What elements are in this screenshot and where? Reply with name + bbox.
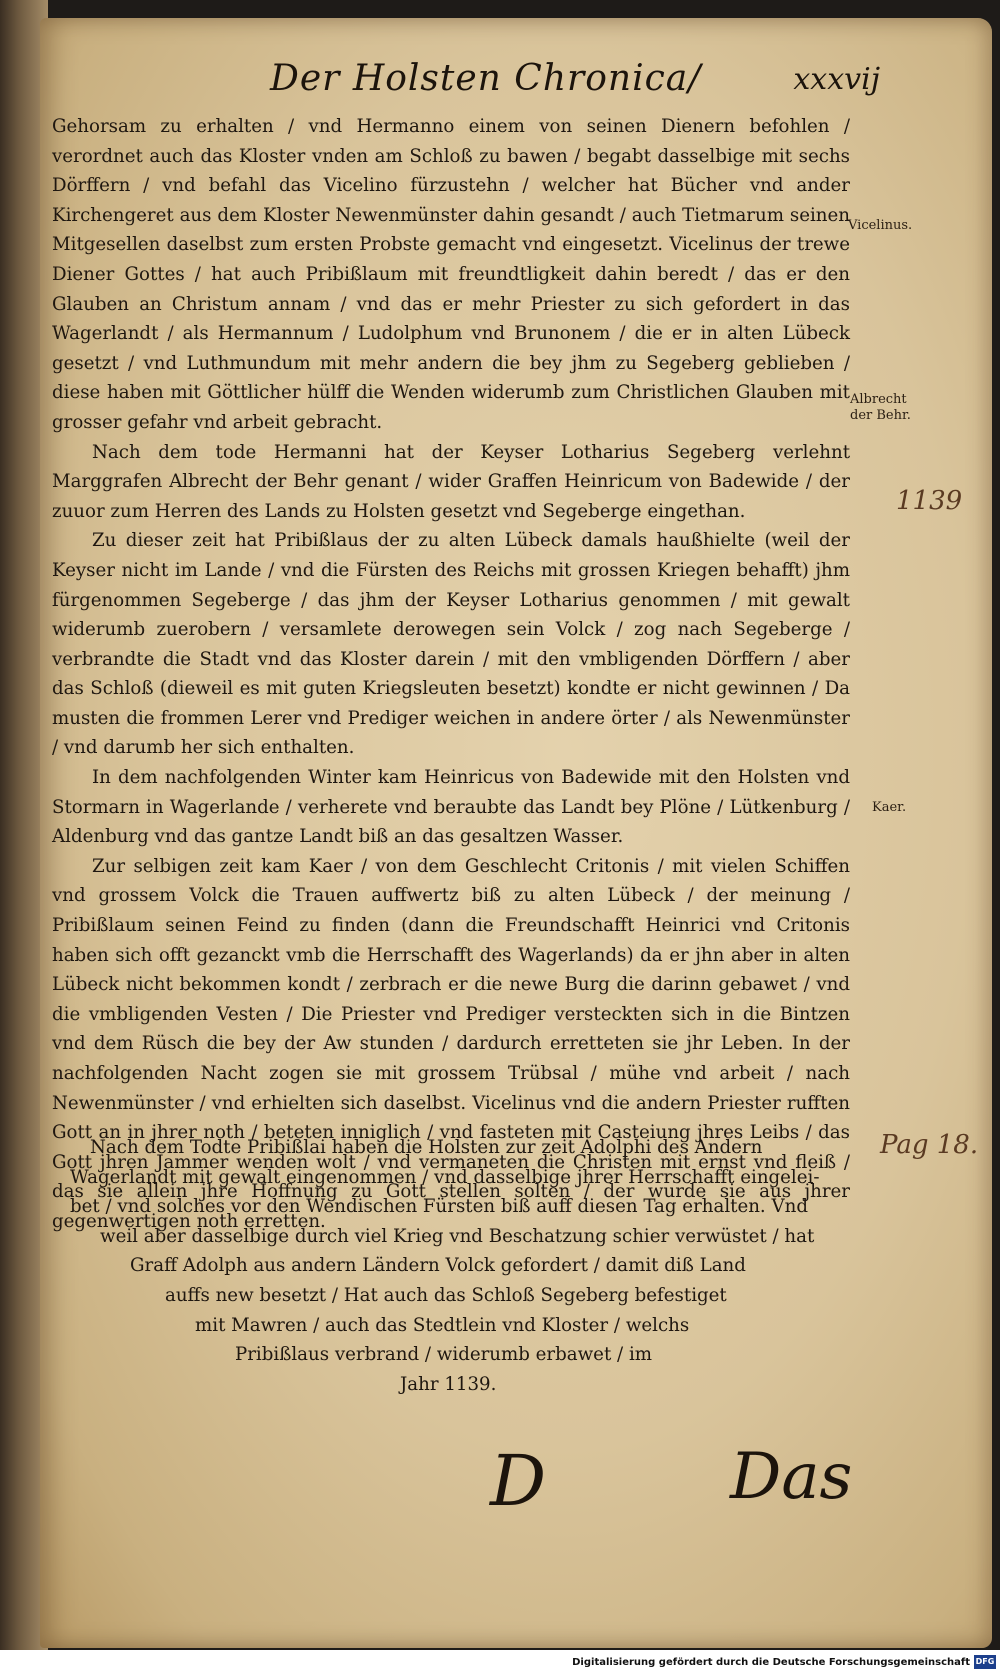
- margin-note-vicelinus: Vicelinus.: [848, 218, 913, 233]
- paragraph-5: Zur selbigen zeit kam Kaer / von dem Geschlecht Critonis / mit vielen Schiffen vnd grossem Volck die Trauen auffwertz biß zu alten Lübeck / der meinung / Pribißlaum seinen Feind zu finden (dann die Freundschafft Heinrici vnd Critonis haben sich offt gezanckt vmb die Herrschafft des Wagerlands) da er jhn aber in alten Lübeck nicht bekommen kondt / zerbrach er die newe Burg die darinn gebawet / vnd die vmbligenden Vesten / Die Priester vnd Prediger versteckten sich in die Bintzen vnd dem Rüsch die bey der Aw stunden / dardurch erretteten sie jhr Leben. In der nachfolgenden Nacht zogen sie mit grossem Trübsal / mühe vnd arbeit / nach Newenmünster / vnd erhielten sich daselbst. Vicelinus vnd die andern Priester rufften Gott an in jhrer noth / beteten inniglich / vnd fasteten mit Casteiung jhres Leibs / das Gott jhren Jammer wenden wolt / vnd vermaneten die Christen mit ernst vnd fleiß / das sie allein jhre Hoffnung zu Gott stellen solten / der wurde sie aus jhrer gegenwertigen noth erretten.: [52, 855, 850, 1232]
- footer-bar: [0, 1650, 1000, 1672]
- margin-note-kaer: Kaer.: [872, 800, 907, 815]
- closing-line: Jahr 1139.: [400, 1373, 497, 1395]
- main-text: [52, 112, 850, 1237]
- handwritten-note-year: 1139: [896, 486, 963, 516]
- folio-number: xxxvij: [793, 62, 880, 97]
- page-header: [60, 58, 880, 108]
- closing-line: Nach dem Todte Pribißlai haben die Holsten zur zeit Adolphi des Andern: [90, 1137, 763, 1158]
- closing-line: Wagerlandt mit gewalt eingenommen / vnd dasselbige jhrer Herrschafft eingelei-: [70, 1166, 820, 1188]
- dfg-logo: DFG: [974, 1655, 996, 1669]
- handwritten-note-page: Pag 18.: [880, 1130, 979, 1160]
- closing-line: weil aber dasselbige durch viel Krieg vnd Beschatzung schier verwüstet / hat: [100, 1225, 815, 1247]
- closing-line: Graff Adolph aus andern Ländern Volck gefordert / damit diß Land: [130, 1255, 746, 1277]
- footer-credit: Digitalisierung gefördert durch die Deutsche Forschungsgemeinschaft: [572, 1657, 970, 1668]
- closing-line: Pribißlaus verbrand / widerumb erbawet / im: [235, 1344, 653, 1366]
- closing-line: auffs new besetzt / Hat auch das Schloß Segeberg befestiget: [165, 1284, 727, 1306]
- closing-paragraph: [60, 1133, 850, 1399]
- paragraph-1: Gehorsam zu erhalten / vnd Hermanno einem von seinen Dienern befohlen / verordnet auch das Kloster vnden am Schloß zu bawen / begabt dasselbige mit sechs Dörffern / vnd befahl das Vicelino fürzustehn / welcher hat Bücher vnd ander Kirchengeret aus dem Kloster Newenmünster dahin gesandt / auch Tietmarum seinen Mitgesellen daselbst zum ersten Probste gemacht vnd eingesetzt. Vicelinus der trewe Diener Gottes / hat auch Pribißlaum mit freundtligkeit dahin beredt / das er den Glauben an Christum annam / vnd das er mehr Priester zu sich gefordert in das Wagerlandt / als Hermannum / Ludolphum vnd Brunonem / die er in alten Lübeck gesetzt / vnd Luthmundum mit mehr andern die bey jhm zu Segeberg geblieben / diese haben mit Göttlicher hülff die Wenden widerumb zum Christlichen Glauben mit grosser gefahr vnd arbeit gebracht.: [52, 116, 850, 433]
- margin-note-albrecht: Albrecht der Behr.: [850, 392, 911, 423]
- paragraph-3: Zu dieser zeit hat Pribißlaus der zu alten Lübeck damals haußhielte (weil der Keyser nicht im Lande / vnd die Fürsten des Reichs mit grossen Kriegen behafft) jhm fürgenommen Segeberge / das jhm der Keyser Lotharius genommen / mit gewalt widerumb zuerobern / versamlete derowegen sein Volck / zog nach Segeberge / verbrandte die Stadt vnd das Kloster darein / mit den vmbligenden Dörffern / aber das Schloß (dieweil es mit guten Kriegsleuten besetzt) kondte er nicht gewinnen / Da musten die frommen Lerer vnd Prediger weichen in andere örter / als Newenmünster / vnd darumb her sich enthalten.: [52, 530, 850, 759]
- paragraph-4: In dem nachfolgenden Winter kam Heinricus von Badewide mit den Holsten vnd Stormarn in Wagerlande / verherete vnd beraubte das Landt bey Plöne / Lütkenburg / Aldenburg vnd das gantze Landt biß an das gesaltzen Wasser.: [52, 767, 850, 848]
- closing-line: mit Mawren / auch das Stedtlein vnd Kloster / welchs: [195, 1314, 690, 1336]
- closing-line: bet / vnd solches vor den Wendischen Fürsten biß auff diesen Tag erhalten. Vnd: [70, 1196, 808, 1218]
- running-title: Der Holsten Chronica/: [270, 58, 702, 99]
- catchword-next: Das: [730, 1440, 853, 1514]
- signature-mark: D: [490, 1440, 547, 1522]
- paragraph-2: Nach dem tode Hermanni hat der Keyser Lotharius Segeberg verlehnt Marggrafen Albrecht der Behr genant / wider Graffen Heinricum von Badewide / der zuuor zum Herren des Lands zu Holsten gesetzt vnd Segeberge eingethan.: [52, 441, 850, 522]
